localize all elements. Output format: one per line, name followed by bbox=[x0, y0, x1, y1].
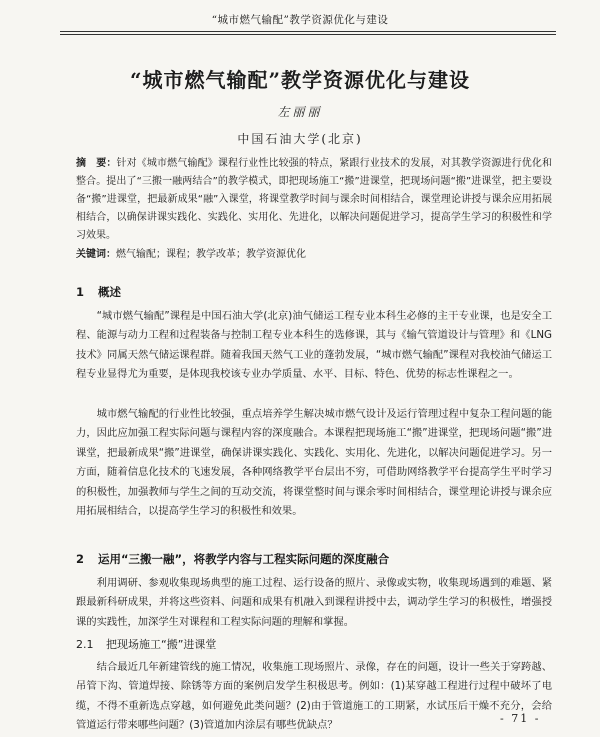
keywords-text: 燃气输配；课程；教学改革；教学资源优化 bbox=[116, 249, 306, 260]
abstract-text: 针对《城市燃气输配》课程行业性比较强的特点，紧跟行业技术的发展，对其教学资源进行优化和整合。提出了“三搬一融两结合”的教学模式，即把现场施工“搬”进课堂，把现场问题“搬”进课堂，把主要设备“搬”进课堂，把最新成果“融”入课堂，将课堂教学时间与课余时间相结合，课堂理论讲授与课余应用拓展相结合，以确保讲课实践化、实践化、实用化、先进化，以解决问题促进学习，提高学生学习的积极性和学习效果。 bbox=[76, 158, 553, 241]
section-number: 1 bbox=[76, 285, 85, 299]
subsection-title: 把现场施工“搬”进课堂 bbox=[106, 638, 217, 651]
page-number: - 71 - bbox=[500, 712, 541, 725]
section-heading-1 bbox=[76, 284, 121, 300]
subsection-heading-2-1 bbox=[76, 636, 216, 652]
paper-title: “城市燃气输配”教学资源优化与建设 bbox=[129, 68, 470, 92]
section-title: 运用“三搬一融”，将教学内容与工程实际问题的深度融合 bbox=[98, 552, 390, 566]
paragraph: 结合最近几年新建管线的施工情况，收集施工现场照片、录像，存在的问题，设计一些关于穿跨越、吊管下沟、管道焊接、除锈等方面的案例启发学生积极思考。例如：(1)某穿越工程进行过程中破坏了电缆，不得不重新选点穿越，如何避免此类问题？(2)由于管道施工的工期紧，水试压后干燥不充分，会给管道运行带来哪些问题？(3)管道加内涂层有哪些优缺点？ bbox=[76, 661, 552, 732]
subsection-number: 2.1 bbox=[76, 638, 94, 651]
header-rule bbox=[60, 31, 556, 35]
affiliation: 中国石油大学(北京) bbox=[237, 132, 363, 146]
keywords-label: 关键词： bbox=[76, 249, 116, 260]
paragraph: 利用调研、参观收集现场典型的施工过程、运行设备的照片、录像或实物，收集现场遇到的难题、紧跟最新科研成果，并将这些资料、问题和成果有机融入到课程讲授中去，调动学生学习的积极性，增强授课的实践性，加深学生对课程和工程实际问题的理解和掌握。 bbox=[76, 577, 552, 628]
author: 左丽丽 bbox=[277, 105, 323, 119]
abstract-label: 摘 要： bbox=[76, 158, 117, 169]
section-number: 2 bbox=[76, 552, 85, 566]
abstract bbox=[76, 155, 552, 245]
paragraph: 城市燃气输配的行业性比较强，重点培养学生解决城市燃气设计及运行管理过程中复杂工程问题的能力，因此应加强工程实际问题与课程内容的深度融合。本课程把现场施工“搬”进课堂，把现场问题“搬”进课堂，把最新成果“搬”进课堂，确保讲课实践化、实践化、实用化、先进化，以解决问题促进学习。另一方面，随着信息化技术的飞速发展，各种网络教学平台层出不穷，可借助网络教学平台提高学生平时学习的积极性，加强教师与学生之间的互动交流，将课堂整时间与课余零时间相结合，课堂理论讲授与课余应用拓展相结合，以提高学生学习的积极性和效果。 bbox=[76, 408, 552, 518]
keywords bbox=[76, 246, 552, 264]
paragraph: “城市燃气输配”课程是中国石油大学(北京)油气储运工程专业本科生必修的主干专业课，也是安全工程、能源与动力工程和过程装备与控制工程专业本科生的选修课，其与《输气管道设计与管理》和《LNG技术》同属天然气储运课程群。随着我国天然气工业的蓬勃发展，“城市燃气输配”课程对我校油气储运工程专业显得尤为重要，是体现我校该专业办学质量、水平、目标、特色、优势的标志性课程之一。 bbox=[76, 310, 552, 381]
section-title: 概述 bbox=[98, 285, 121, 299]
running-header: “城市燃气输配”教学资源优化与建设 bbox=[211, 14, 389, 26]
section-heading-2 bbox=[76, 551, 389, 567]
